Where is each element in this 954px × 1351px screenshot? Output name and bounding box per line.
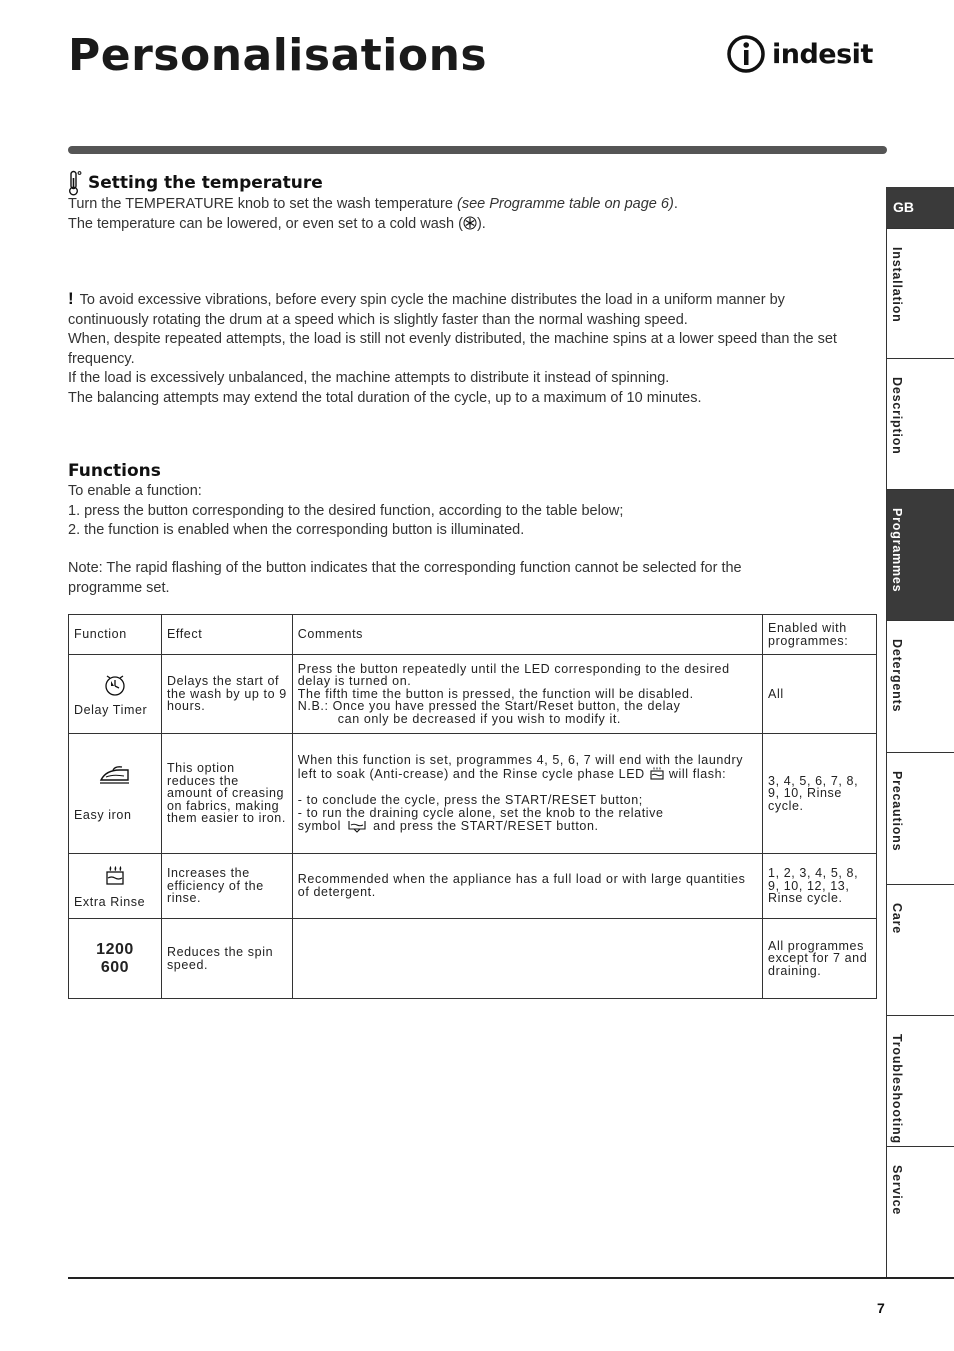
sidebar-item-service[interactable]: [887, 1146, 954, 1277]
warning-paragraph-2: When, despite repeated attempts, the load is still not evenly distributed, the machine spins at a lower speed than the set frequency.: [68, 331, 837, 367]
sidebar-item-label: Detergents: [890, 639, 904, 713]
sidebar-item-label: Installation: [890, 247, 904, 323]
delay-timer-cell: [69, 655, 162, 734]
page-number: 7: [877, 1300, 885, 1316]
sidebar-item-detergents[interactable]: [887, 620, 954, 752]
sidebar-item-installation[interactable]: [887, 228, 954, 359]
table-row: [69, 655, 877, 734]
balancing-warning: [68, 289, 858, 408]
table-row: [69, 919, 877, 999]
iron-comment-3: - to run the draining cycle alone, set the knob to the relative: [297, 805, 664, 820]
sidebar-item-label: Precautions: [890, 771, 904, 852]
spin-speed-1200: 1200: [96, 940, 134, 958]
spin-speed-cell: [69, 919, 162, 999]
iron-effect: This option reduces the amount of creasing on fabrics, making them easier to iron.: [161, 734, 292, 854]
sidebar-item-programmes[interactable]: [887, 489, 954, 620]
warning-paragraph-4: The balancing attempts may extend the total duration of the cycle, up to a maximum of 10 minutes.: [68, 389, 702, 406]
temperature-line-2-end: ).: [476, 215, 486, 232]
rinse-led-icon: [649, 766, 665, 780]
sidebar-item-label: Description: [890, 377, 904, 455]
iron-comment-1: [298, 754, 757, 781]
table-row: [69, 734, 877, 854]
temperature-line-1: [68, 195, 878, 215]
iron-comment-symbol: symbol: [297, 819, 341, 834]
extra-rinse-icon: [104, 864, 126, 886]
programme-table-reference: (see Programme table on page 6): [456, 196, 674, 212]
functions-text: [68, 482, 878, 541]
delay-comment-4: can only be decreased if you wish to modify it.: [337, 711, 621, 726]
delay-comment-2: The fifth time the button is pressed, the function will be disabled.: [297, 686, 694, 701]
sidebar-item-description[interactable]: [887, 358, 954, 489]
functions-step-1: 1. press the button corresponding to the desired function, according to the table below;: [68, 502, 624, 519]
page-title: Personalisations: [68, 30, 488, 81]
functions-heading: [68, 461, 161, 481]
functions-heading-text: Functions: [68, 461, 161, 481]
rinse-effect: Increases the efficiency of the rinse.: [161, 854, 292, 919]
bottom-divider: [68, 1277, 954, 1279]
sidebar-item-care[interactable]: [887, 884, 954, 1015]
iron-comment-4-end: and press the START/RESET button.: [373, 819, 599, 834]
iron-icon: [98, 765, 132, 787]
temperature-line-1-main: Turn the TEMPERATURE knob to set the wash temperature: [68, 196, 457, 212]
extra-rinse-label: Extra Rinse: [74, 894, 146, 909]
brand-wordmark: indesit: [772, 38, 873, 70]
sidebar-item-label: Service: [890, 1165, 904, 1216]
language-tab[interactable]: GB: [886, 187, 954, 228]
warning-text-1: To avoid excessive vibrations, before every spin cycle the machine distributes the load in a uniform manner by continuously rotating the drum at a speed which is slightly faster than the normal washing speed.: [68, 292, 785, 328]
extra-rinse-cell: [69, 854, 162, 919]
header-effect: Effect: [161, 615, 292, 655]
warning-mark: !: [68, 289, 74, 308]
temperature-line-1-end: .: [673, 196, 678, 212]
temperature-heading: [68, 170, 323, 196]
delay-timer-icon: [102, 672, 128, 698]
iron-comment-led: LED: [618, 767, 645, 782]
sidebar-item-label: Troubleshooting: [890, 1034, 904, 1144]
brand-logo: [726, 34, 873, 74]
spin-enabled: All programmes except for 7 and draining.: [763, 919, 877, 999]
header-enabled: Enabled with programmes:: [763, 615, 877, 655]
iron-comment-1-end: will flash:: [668, 767, 727, 782]
temperature-line-2-main: The temperature can be lowered, or even set to a cold wash (: [68, 215, 463, 232]
sidebar-item-precautions[interactable]: [887, 752, 954, 884]
table-header-row: [69, 615, 877, 655]
spin-comments: [292, 919, 762, 999]
delay-timer-label: Delay Timer: [74, 702, 148, 717]
header-function: Function: [69, 615, 162, 655]
warning-paragraph-3: If the load is excessively unbalanced, the machine attempts to distribute it instead of spinning.: [68, 370, 670, 386]
spin-effect: Reduces the spin speed.: [161, 919, 292, 999]
indesit-logo-icon: [726, 34, 766, 74]
temperature-text: [68, 195, 878, 234]
functions-step-2: 2. the function is enabled when the corresponding button is illuminated.: [68, 522, 525, 538]
warning-paragraph-1: [68, 289, 858, 330]
easy-iron-label: Easy iron: [74, 808, 132, 823]
top-divider: [68, 146, 887, 154]
table-row: [69, 854, 877, 919]
functions-table: [68, 614, 877, 999]
sidebar-item-label: Care: [890, 903, 904, 934]
delay-effect: Delays the start of the wash by up to 9 hours.: [161, 655, 292, 734]
easy-iron-cell: [69, 734, 162, 854]
rinse-comments: Recommended when the appliance has a full load or with large quantities of detergent.: [292, 854, 762, 919]
sidebar-item-troubleshooting[interactable]: [887, 1015, 954, 1146]
thermometer-icon: [68, 170, 82, 196]
cold-wash-icon: [463, 216, 477, 230]
functions-intro: To enable a function:: [68, 483, 202, 499]
functions-note: Note: The rapid flashing of the button indicates that the corresponding function cannot be selected for the programme set.: [68, 560, 742, 596]
drain-symbol-icon: [345, 819, 369, 833]
rinse-enabled: 1, 2, 3, 4, 5, 8, 9, 10, 12, 13, Rinse cycle.: [763, 854, 877, 919]
iron-enabled: 3, 4, 5, 6, 7, 8, 9, 10, Rinse cycle.: [763, 734, 877, 854]
temperature-heading-text: Setting the temperature: [88, 173, 323, 193]
header-comments: Comments: [292, 615, 762, 655]
iron-comment-2: - to conclude the cycle, press the START/RESET button;: [297, 793, 643, 807]
delay-comment-1: Press the button repeatedly until the LED corresponding to the desired delay is turned on.: [297, 661, 730, 689]
sidebar-item-label: Programmes: [890, 508, 904, 593]
delay-comment-3: N.B.: Once you have pressed the Start/Reset button, the delay: [297, 699, 681, 714]
iron-comment-4: [298, 819, 757, 833]
spin-speed-600: 600: [100, 958, 130, 976]
iron-comment-1-main: When this function is set, programmes 4, 5, 6, 7 will end with the laundry left to soak (Anti-crease) and the Rinse cycle phase: [297, 752, 744, 782]
delay-comments: [292, 655, 762, 734]
iron-comments: [292, 734, 762, 854]
temperature-line-2: [68, 215, 878, 235]
delay-enabled: All: [763, 655, 877, 734]
